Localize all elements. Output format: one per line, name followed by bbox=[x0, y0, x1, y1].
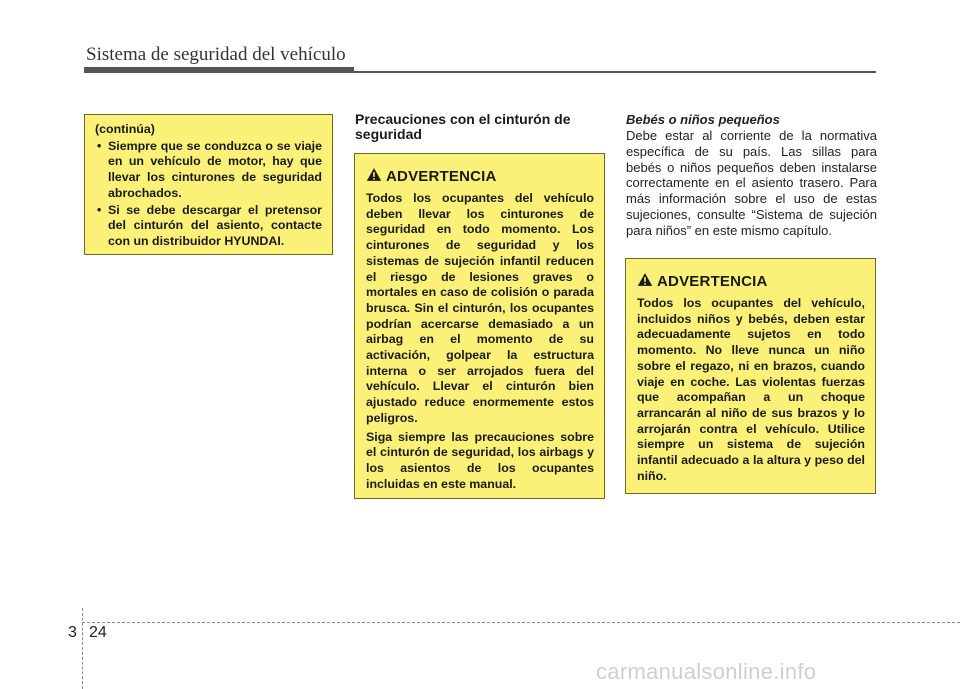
bullet-text: Si se debe descargar el pretensor del cinturón del asiento, contacte con un distribuidor HYUNDAI. bbox=[108, 202, 322, 248]
infants-body-text: Debe estar al corriente de la normativa específica de su país. Las sillas para bebés o niños pequeños deben instalarse correctamente en el asiento trasero. Para más información sobre el uso de estas sujeciones, consulte “Sistema de sujeción para niños” en este mismo capítulo. bbox=[626, 128, 877, 238]
continued-note-box bbox=[84, 114, 333, 255]
warning-box-seatbelt bbox=[354, 153, 605, 499]
warning-paragraph: Siga siempre las precauciones sobre el cinturón de seguridad, los airbags y los asientos de los ocupantes incluidas en este manual. bbox=[366, 429, 594, 491]
page-title: Sistema de seguridad del vehículo bbox=[86, 44, 346, 65]
footer-vertical-rule bbox=[82, 608, 83, 689]
list-item bbox=[95, 139, 322, 202]
bullet-glyph: • bbox=[97, 138, 102, 153]
page-number: 24 bbox=[89, 624, 107, 641]
bullet-glyph: • bbox=[97, 202, 102, 217]
warning-box-infants bbox=[625, 258, 876, 494]
footer-horizontal-rule bbox=[82, 622, 960, 623]
warning-title: ADVERTENCIA bbox=[386, 168, 497, 186]
section-number: 3 bbox=[68, 624, 77, 641]
warning-header bbox=[366, 166, 594, 188]
section-heading: Precauciones con el cinturón de seguridad bbox=[355, 111, 571, 142]
warning-paragraph: Todos los ocupantes del vehículo, incluidos niños y bebés, deben estar adecuadamente sujetos en todo momento. No lleve nunca un niño sobre el regazo, ni en brazos, cuando viaje en coche. Las violentas fuerzas que acompañan a un choque arrancarán al niño de sus brazos y lo arrojarán contra el vehículo. Utilice siempre un sistema de sujeción infantil adecuado a la altura y peso del niño. bbox=[637, 296, 865, 483]
warning-triangle-icon bbox=[637, 272, 653, 287]
bullet-text: Siempre que se conduzca o se viaje en un vehículo de motor, hay que llevar los cinturones de seguridad abrochados. bbox=[108, 138, 322, 200]
list-item bbox=[95, 203, 322, 250]
watermark: carmanualsonline.info bbox=[596, 659, 817, 684]
warning-header bbox=[637, 271, 865, 293]
continued-label: (continúa) bbox=[95, 122, 155, 136]
infants-subheading: Bebés o niños pequeños bbox=[626, 112, 780, 127]
warning-triangle-icon bbox=[366, 167, 382, 182]
continued-bullet-list bbox=[95, 139, 322, 250]
warning-paragraph: Todos los ocupantes del vehículo deben llevar los cinturones de seguridad en todo momento. Los cinturones de seguridad y los sistemas de sujeción infantil reducen el riesgo de lesiones graves o mortales en caso de colisión o parada brusca. Sin el cinturón, los ocupantes podrían acercarse demasiado a un airbag en el momento de su activación, golpear la estructura interna o ser arrojados fuera del vehículo. Llevar el cinturón bien ajustado reduce enormemente estos peligros. bbox=[366, 191, 594, 425]
warning-title: ADVERTENCIA bbox=[657, 273, 768, 291]
header-rule-thin bbox=[84, 71, 876, 73]
